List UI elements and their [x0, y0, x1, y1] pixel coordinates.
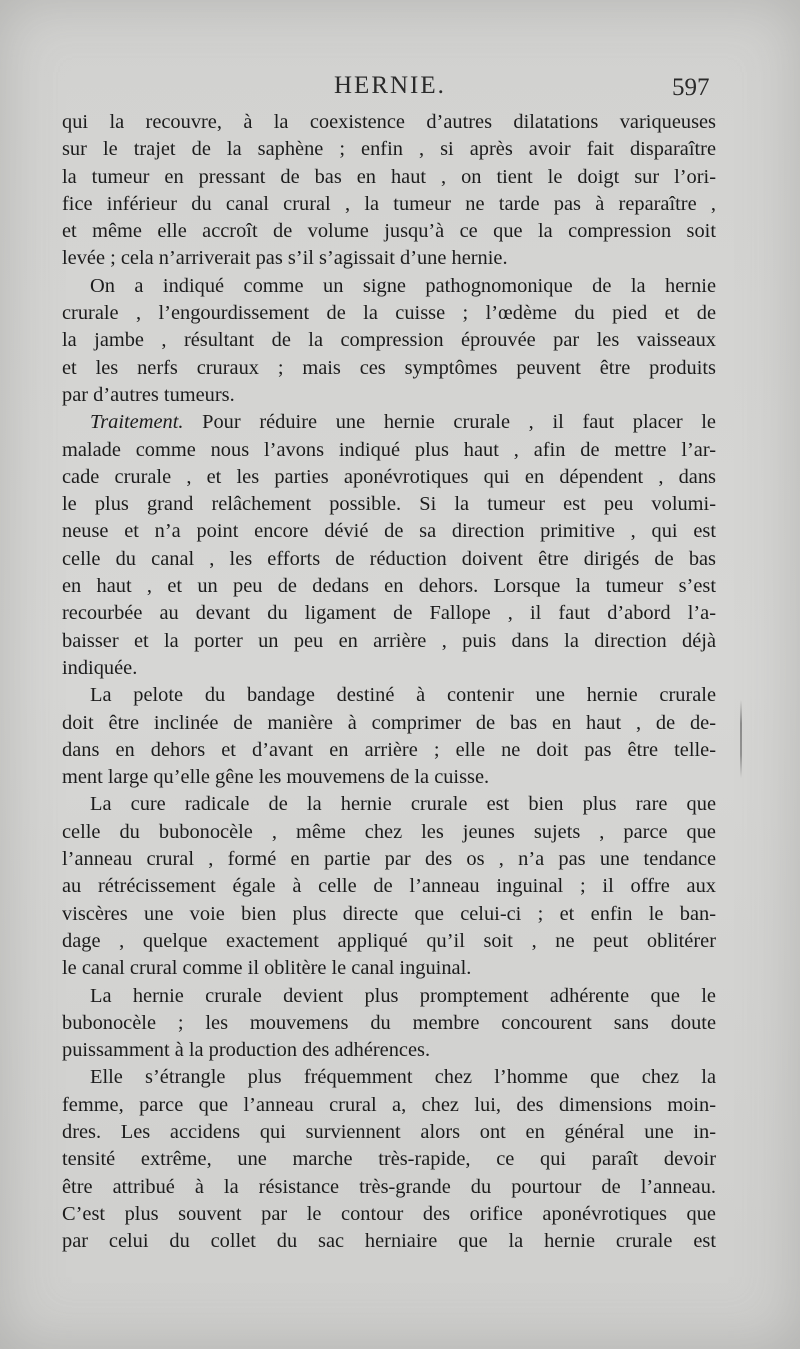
- paragraph: [62, 791, 716, 982]
- text-line: viscères une voie bien plus directe que celui-ci ; et enfin le ban-: [62, 902, 716, 925]
- text-line: par celui du collet du sac herniaire que la hernie crurale est: [62, 1230, 716, 1253]
- text-line: cade crurale , et les parties aponévrotiques qui en dépendent , dans: [62, 465, 716, 488]
- text-line: puissamment à la production des adhérences.: [62, 1039, 431, 1062]
- text-line: et les nerfs cruraux ; mais ces symptômes peuvent être produits: [62, 356, 716, 379]
- text-line: bubonocèle ; les mouvemens du membre concourent sans doute: [62, 1011, 716, 1034]
- text-line: doit être inclinée de manière à comprimer de bas en haut , de de-: [62, 711, 716, 734]
- paragraph: [62, 983, 716, 1065]
- text-line: femme, parce que l’anneau crural a, chez lui, des dimensions moin-: [62, 1093, 716, 1116]
- text-line: le plus grand relâchement possible. Si la tumeur est peu volumi-: [62, 493, 716, 516]
- text-line: dage , quelque exactement appliqué qu’il soit , ne peut oblitérer: [62, 929, 716, 952]
- text-line: La hernie crurale devient plus promptement adhérente que le: [90, 984, 716, 1007]
- text-line: On a indiqué comme un signe pathognomonique de la hernie: [90, 274, 716, 297]
- section-heading-italic: Traitement.: [90, 411, 184, 434]
- text-line: indiquée.: [62, 656, 138, 679]
- text-line: baisser et la porter un peu en arrière , puis dans la direction déjà: [62, 629, 716, 652]
- paragraph: [62, 409, 716, 682]
- text-line: la tumeur en pressant de bas en haut , on tient le doigt sur l’ori-: [62, 165, 716, 188]
- text-line: au rétrécissement égale à celle de l’anneau inguinal ; il offre aux: [62, 875, 716, 898]
- text-line: crurale , l’engourdissement de la cuisse ; l’œdème du pied et de: [62, 302, 716, 325]
- text-line: ment large qu’elle gêne les mouvemens de la cuisse.: [62, 766, 490, 789]
- text-line: la jambe , résultant de la compression éprouvée par les vaisseaux: [62, 329, 716, 352]
- paragraph: [62, 273, 716, 409]
- text-line: malade comme nous l’avons indiqué plus haut , afin de mettre l’ar-: [62, 438, 716, 461]
- page-number: 597: [672, 74, 710, 101]
- paragraph: [62, 1064, 716, 1255]
- running-head: HERNIE.: [334, 72, 446, 99]
- text-line: être attribué à la résistance très-grande du pourtour de l’anneau.: [62, 1175, 716, 1198]
- text-line: recourbée au devant du ligament de Fallope , il faut d’abord l’a-: [62, 602, 716, 625]
- text-line: C’est plus souvent par le contour des orifice aponévrotiques que: [62, 1202, 716, 1225]
- text-line: sur le trajet de la saphène ; enfin , si après avoir fait disparaître: [62, 138, 716, 161]
- text-line: celle du bubonocèle , même chez les jeunes sujets , parce que: [62, 820, 716, 843]
- text-line: dans en dehors et d’avant en arrière ; elle ne doit pas être telle-: [62, 738, 716, 761]
- text-line: le canal crural comme il oblitère le canal inguinal.: [62, 957, 472, 980]
- text-line: en haut , et un peu de dedans en dehors. Lorsque la tumeur s’est: [62, 575, 716, 598]
- text-line: fice inférieur du canal crural , la tumeur ne tarde pas à reparaître ,: [62, 192, 716, 215]
- body-text: [62, 109, 716, 1255]
- text-line: neuse et n’a point encore dévié de sa direction primitive , qui est: [62, 520, 716, 543]
- text-run: Pour réduire une hernie crurale , il faut placer le: [183, 411, 716, 434]
- margin-pencil-mark: [740, 700, 742, 778]
- text-line: Elle s’étrangle plus fréquemment chez l’homme que chez la: [90, 1066, 716, 1089]
- text-line: La cure radicale de la hernie crurale est bien plus rare que: [90, 793, 716, 816]
- paragraph: [62, 682, 716, 791]
- paragraph: [62, 109, 716, 273]
- text-line: levée ; cela n’arriverait pas s’il s’agissait d’une hernie.: [62, 247, 508, 270]
- text-line: par d’autres tumeurs.: [62, 383, 235, 406]
- text-line: l’anneau crural , formé en partie par des os , n’a pas une tendance: [62, 848, 716, 871]
- text-line: qui la recouvre, à la coexistence d’autres dilatations variqueuses: [62, 111, 716, 133]
- text-line: [62, 409, 716, 436]
- text-line: La pelote du bandage destiné à contenir une hernie crurale: [90, 684, 716, 707]
- text-line: celle du canal , les efforts de réduction doivent être dirigés de bas: [62, 547, 716, 570]
- text-line: et même elle accroît de volume jusqu’à ce que la compression soit: [62, 220, 716, 243]
- text-line: dres. Les accidens qui surviennent alors ont en général une in-: [62, 1120, 716, 1143]
- page-header: [0, 72, 800, 108]
- text-line: tensité extrême, une marche très-rapide, ce qui paraît devoir: [62, 1148, 716, 1171]
